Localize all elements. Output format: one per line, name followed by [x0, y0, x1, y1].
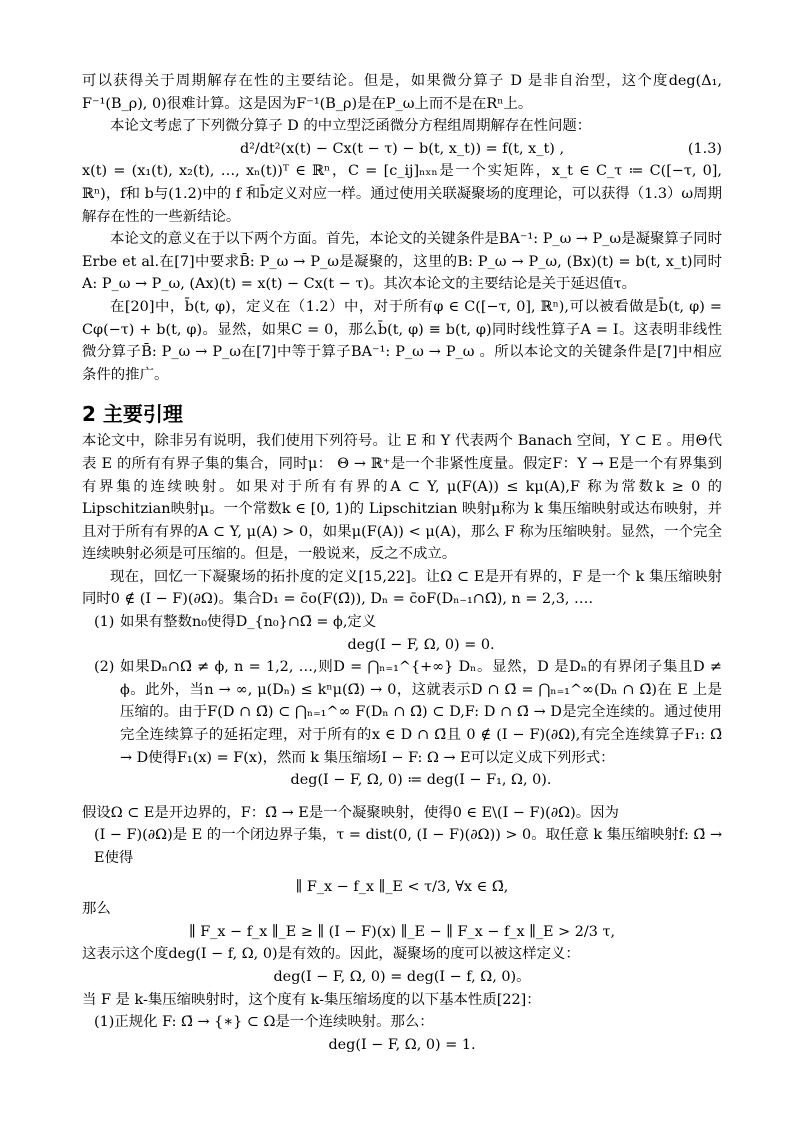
list-item-1: [82, 611, 722, 634]
paragraph-assumption-cont: (I − F)(∂Ω)是 E 的一个闭边界子集，τ = dist(0, (I − F)(∂Ω)) > 0。取任意 k 集压缩映射f: Ω̄ → E使得: [94, 827, 722, 866]
equation-1-3: [82, 138, 722, 161]
paper-page: [82, 70, 722, 1056]
paragraph-then: 那么: [82, 901, 111, 918]
equation-1-3-body: d²/dt²(x(t) − Cx(t − τ) − b(t, x_t)) = f(t, x_t) ,: [239, 140, 565, 157]
list-item-1-number: (1): [94, 614, 115, 631]
equation-norm-bound: ∥ F_x − f_x ∥_E < τ/3, ∀x ∈ Ω̄,: [295, 878, 509, 895]
paragraph-significance: 本论文的意义在于以下两个方面。首先，本论文的关键条件是BA⁻¹: P_ω → P_ω是凝聚算子同时 Erbe et al.在[7]中要求B̄: P_ω → P_ω是凝聚的，这里的B: P_ω → P_ω, (Bx)(t) = b(t, x_t)同时A: P_ω → P_ω, (Ax)(t) = x(t) − Cx(t − τ)。其次本论文的主要结论是关于延迟值τ。: [82, 231, 722, 293]
paragraph-intro-2: 本论文考虑了下列微分算子 D 的中立型泛函微分方程组周期解存在性问题：: [110, 118, 592, 135]
paragraph-definitions: x(t) = (x₁(t), x₂(t), …, xₙ(t))ᵀ ∈ ℝⁿ，C = [c_ij]ₙₓₙ是一个实矩阵，x_t ∈ C_τ ≔ C([−τ, 0], ℝⁿ)，f和 b与(1.2)中的 f 和b̄定义对应一样。通过使用关联凝聚场的度理论，可以获得（1.3）ω周期解存在性的一些新结论。: [82, 163, 722, 225]
section-number: 2: [82, 402, 96, 427]
section-heading: [82, 400, 722, 428]
equation-degree-equal: deg(I − F, Ω, 0) = deg(I − f, Ω, 0)。: [273, 968, 531, 985]
paragraph-intro-1: 可以获得关于周期解存在性的主要结论。但是，如果微分算子 D 是非自治型，这个度deg(Δ₁, F⁻¹(B_ρ), 0)很难计算。这是因为F⁻¹(B_ρ)是在P_ω上而不是在Rⁿ上。: [82, 73, 722, 112]
equation-normalization: deg(I − F, Ω, 0) = 1.: [328, 1036, 476, 1053]
paragraph-assumption: 假设Ω ⊂ E是开边界的，F：Ω̄ → E是一个凝聚映射，使得0 ∈ E\(I − F)(∂Ω)。因为: [82, 804, 619, 821]
equation-1-3-number: (1.3): [687, 140, 722, 157]
section-title: 主要引理: [102, 402, 183, 427]
list-item-2: [82, 656, 722, 769]
list-item-2-text: 如果Dₙ∩Ω̄ ≠ ϕ, n = 1,2, …,则D = ⋂ₙ₌₁^{+∞} Dₙ。显然，D 是Dₙ的有界闭子集且D ≠ ϕ。此外，当n → ∞, μ(Dₙ) ≤ kⁿμ(Ω̄) → 0，这就表示D ∩ Ω̄ = ⋂ₙ₌₁^∞(Dₙ ∩ Ω̄)在 E 上是压缩的。由于F(D ∩ Ω̄) ⊂ ⋂ₙ₌₁^∞ F(Dₙ ∩ Ω̄) ⊂ D,F: D ∩ Ω̄ → D是完全连续的。通过使用完全连续算子的延拓定理，对于所有的x ∈ D ∩ Ω̄且 0 ∉ (I − F)(∂Ω),有完全连续算子F₁: Ω̄ → D使得F₁(x) = F(x)，然而 k 集压缩场I − F: Ω → E可以定义成下列形式：: [120, 659, 722, 766]
property-normalization: (1)正规化 F: Ω̄ → {∗} ⊂ Ω是一个连续映射。那么：: [94, 1014, 434, 1031]
list-item-2-equation: deg(I − F, Ω, 0) ≔ deg(I − F₁, Ω, 0).: [290, 772, 552, 789]
paragraph-degree-valid: 这表示这个度deg(I − f, Ω, 0)是有效的。因此，凝聚场的度可以被这样定义：: [82, 946, 580, 963]
list-item-1-text: 如果有整数n₀使得D_{n₀}∩Ω̄ = ϕ,定义: [120, 614, 377, 631]
paragraph-notation: 本论文中，除非另有说明，我们使用下列符号。让 E 和 Y 代表两个 Banach 空间，Y ⊂ E 。用Θ代表 E 的所有有界子集的集合，同时μ： Θ → ℝ⁺是一个非紧性度量。假定F：Y → E是一个有界集到有界集的连续映射。如果对于所有有界的A ⊂ Y, μ(F(A)) ≤ kμ(A),F 称为常数k ≥ 0 的 Lipschitzian映射μ。一个常数k ∈ [0, 1)的 Lipschitzian 映射μ称为 k 集压缩映射或达布映射，并且对于所有有界的A ⊂ Y, μ(A) > 0，如果μ(F(A)) < μ(A)，那么 F 称为压缩映射。显然，一个完全连续映射必须是可压缩的。但是，一般说来，反之不成立。: [82, 433, 722, 563]
paragraph-reference-20: 在[20]中，b̄(t, φ)，定义在（1.2）中，对于所有φ ∈ C([−τ, 0], ℝⁿ),可以被看做是b̄(t, φ) = Cφ(−τ) + b(t, φ)。显然，如果C = 0，那么b̄(t, φ) ≡ b(t, φ)同时线性算子A = I。这表明非线性微分算子B̄: P_ω → P_ω在[7]中等于算子BA⁻¹: P_ω → P_ω 。所以本论文的关键条件是[7]中相应条件的推广。: [82, 298, 722, 383]
equation-norm-lower: ∥ F_x − f_x ∥_E ≥ ∥ (I − F)(x) ∥_E − ∥ F_x − f_x ∥_E > 2/3 τ,: [188, 923, 616, 940]
paragraph-properties: 当 F 是 k-集压缩映射时，这个度有 k-集压缩场度的以下基本性质[22]：: [82, 991, 541, 1008]
list-item-2-number: (2): [94, 659, 115, 676]
list-item-1-equation: deg(I − F, Ω, 0) = 0.: [347, 636, 495, 653]
paragraph-degree-definition: 现在，回忆一下凝聚场的拓扑度的定义[15,22]。让Ω ⊂ E是开有界的，F 是一个 k 集压缩映射同时0 ∉ (I − F)(∂Ω)。集合D₁ = c̄o(F(Ω̄)), Dₙ = c̄oF(Dₙ₋₁∩Ω̄), n = 2,3, ….: [82, 568, 722, 608]
